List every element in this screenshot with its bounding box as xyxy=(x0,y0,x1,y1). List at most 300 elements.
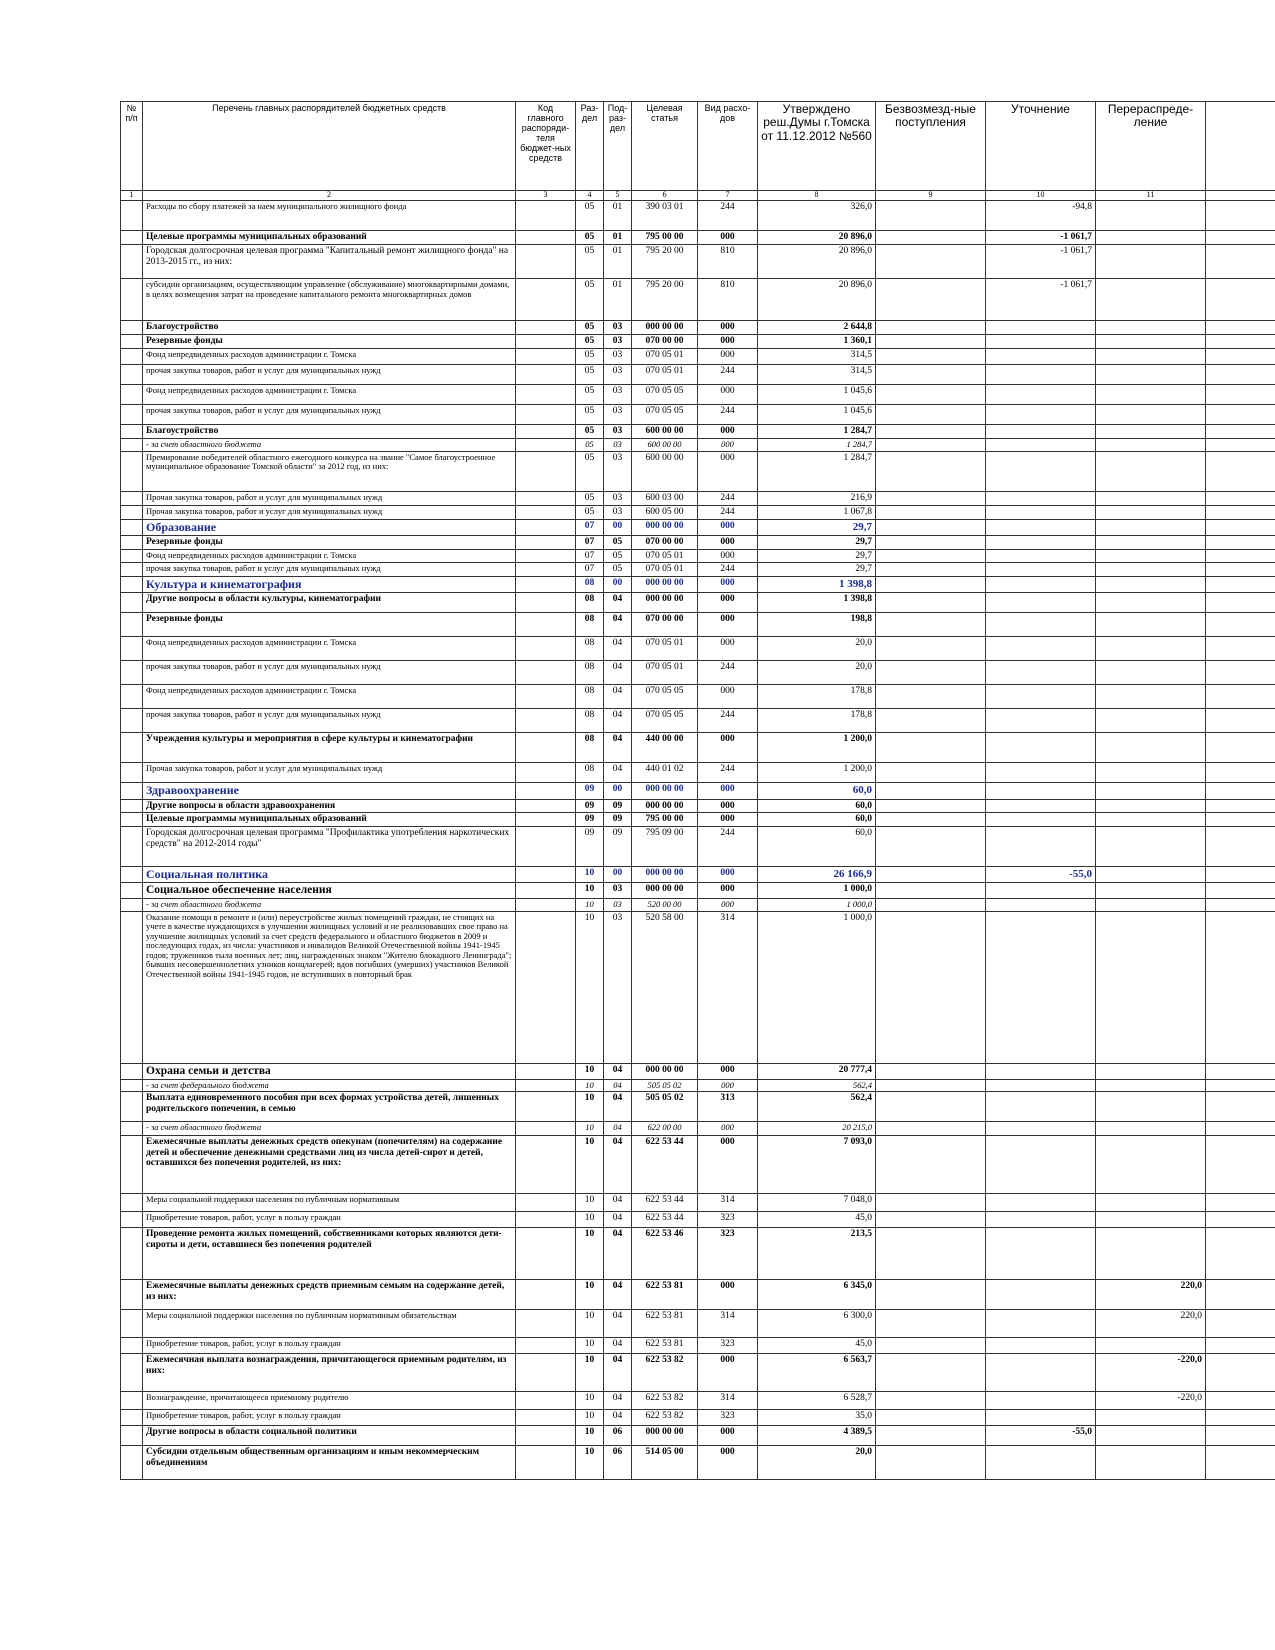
colnum: 2 xyxy=(143,191,516,201)
cell-clarify xyxy=(986,883,1096,899)
cell-approved: 60,0 xyxy=(758,799,876,813)
cell-extra xyxy=(1206,549,1275,563)
cell-extra xyxy=(1206,1122,1275,1136)
cell-vid: 000 xyxy=(698,535,758,549)
cell-code xyxy=(516,1280,576,1310)
cell-podrazdel: 09 xyxy=(604,813,632,827)
cell-article: 440 01 02 xyxy=(632,763,698,783)
cell-num xyxy=(121,1426,143,1446)
cell-razdel: 07 xyxy=(576,519,604,535)
cell-name: Охрана семьи и детства xyxy=(143,1063,516,1079)
cell-redistribute xyxy=(1096,866,1206,882)
cell-code xyxy=(516,1063,576,1079)
cell-code xyxy=(516,321,576,335)
cell-article: 622 53 44 xyxy=(632,1194,698,1212)
cell-num xyxy=(121,491,143,505)
cell-vid: 000 xyxy=(698,1280,758,1310)
cell-razdel: 10 xyxy=(576,1392,604,1410)
cell-name: Учреждения культуры и мероприятия в сфере культуры и кинематографии xyxy=(143,733,516,763)
cell-free xyxy=(876,451,986,491)
cell-approved: 20 896,0 xyxy=(758,245,876,279)
cell-num xyxy=(121,1338,143,1354)
cell-code xyxy=(516,1092,576,1122)
cell-name: Фонд непредвиденных расходов администрации г. Томска xyxy=(143,685,516,709)
cell-code xyxy=(516,1354,576,1392)
cell-razdel: 10 xyxy=(576,1446,604,1480)
cell-code xyxy=(516,491,576,505)
header-vid: Вид расхо-дов xyxy=(698,102,758,191)
cell-article: 622 53 82 xyxy=(632,1392,698,1410)
cell-name: прочая закупка товаров, работ и услуг для муниципальных нужд xyxy=(143,661,516,685)
cell-code xyxy=(516,425,576,439)
header-approved: Утверждено реш.Думы г.Томска от 11.12.2012 №560 xyxy=(758,102,876,191)
cell-extra xyxy=(1206,365,1275,385)
cell-redistribute xyxy=(1096,1446,1206,1480)
cell-free xyxy=(876,563,986,577)
cell-article: 070 00 00 xyxy=(632,613,698,637)
cell-num xyxy=(121,231,143,245)
cell-razdel: 10 xyxy=(576,1063,604,1079)
cell-extra xyxy=(1206,763,1275,783)
cell-free xyxy=(876,911,986,1063)
cell-redistribute xyxy=(1096,385,1206,405)
cell-razdel: 05 xyxy=(576,385,604,405)
cell-article: 795 20 00 xyxy=(632,245,698,279)
header-article: Целевая статья xyxy=(632,102,698,191)
cell-name: Фонд непредвиденных расходов администрации г. Томска xyxy=(143,637,516,661)
cell-free xyxy=(876,1079,986,1092)
cell-razdel: 08 xyxy=(576,613,604,637)
cell-clarify xyxy=(986,491,1096,505)
cell-code xyxy=(516,637,576,661)
cell-podrazdel: 05 xyxy=(604,535,632,549)
cell-article: 622 53 82 xyxy=(632,1354,698,1392)
colnum: 3 xyxy=(516,191,576,201)
cell-clarify xyxy=(986,439,1096,452)
cell-free xyxy=(876,637,986,661)
cell-extra xyxy=(1206,637,1275,661)
cell-num xyxy=(121,279,143,321)
cell-code xyxy=(516,866,576,882)
cell-name: Меры социальной поддержки населения по публичным нормативным обязательствам xyxy=(143,1310,516,1338)
cell-code xyxy=(516,783,576,799)
cell-article: 070 05 05 xyxy=(632,405,698,425)
cell-redistribute xyxy=(1096,201,1206,231)
cell-num xyxy=(121,201,143,231)
cell-free xyxy=(876,813,986,827)
cell-redistribute xyxy=(1096,505,1206,519)
cell-redistribute xyxy=(1096,519,1206,535)
cell-razdel: 05 xyxy=(576,279,604,321)
cell-free xyxy=(876,613,986,637)
cell-razdel: 08 xyxy=(576,637,604,661)
cell-article: 000 00 00 xyxy=(632,576,698,592)
cell-podrazdel: 09 xyxy=(604,826,632,866)
cell-free xyxy=(876,1212,986,1228)
table-row xyxy=(121,491,1275,505)
cell-podrazdel: 04 xyxy=(604,1338,632,1354)
cell-vid: 000 xyxy=(698,425,758,439)
cell-razdel: 10 xyxy=(576,1310,604,1338)
cell-num xyxy=(121,365,143,385)
cell-code xyxy=(516,549,576,563)
cell-vid: 244 xyxy=(698,405,758,425)
table-row xyxy=(121,1410,1275,1426)
cell-podrazdel: 04 xyxy=(604,1136,632,1194)
cell-name: прочая закупка товаров, работ и услуг для муниципальных нужд xyxy=(143,365,516,385)
cell-vid: 244 xyxy=(698,709,758,733)
cell-redistribute xyxy=(1096,349,1206,365)
table-row xyxy=(121,1212,1275,1228)
cell-approved: 326,0 xyxy=(758,201,876,231)
header-razdel: Раз-дел xyxy=(576,102,604,191)
cell-redistribute xyxy=(1096,1338,1206,1354)
cell-free xyxy=(876,505,986,519)
cell-free xyxy=(876,1338,986,1354)
cell-article: 440 00 00 xyxy=(632,733,698,763)
cell-code xyxy=(516,1122,576,1136)
cell-num xyxy=(121,799,143,813)
cell-num xyxy=(121,321,143,335)
cell-podrazdel: 01 xyxy=(604,279,632,321)
cell-approved: 20,0 xyxy=(758,637,876,661)
cell-name: Здравоохранение xyxy=(143,783,516,799)
cell-razdel: 08 xyxy=(576,661,604,685)
cell-razdel: 10 xyxy=(576,1079,604,1092)
table-row xyxy=(121,883,1275,899)
cell-redistribute: 220,0 xyxy=(1096,1310,1206,1338)
cell-num xyxy=(121,405,143,425)
cell-approved: 178,8 xyxy=(758,685,876,709)
cell-podrazdel: 04 xyxy=(604,593,632,613)
cell-name: Ежемесячная выплата вознаграждения, причитающегося приемным родителям, из них: xyxy=(143,1354,516,1392)
cell-name: Выплата единовременного пособия при всех формах устройства детей, лишенных родительского попечения, в семью xyxy=(143,1092,516,1122)
cell-approved: 60,0 xyxy=(758,813,876,827)
cell-clarify xyxy=(986,1136,1096,1194)
cell-razdel: 10 xyxy=(576,866,604,882)
cell-vid: 000 xyxy=(698,1079,758,1092)
cell-redistribute xyxy=(1096,1212,1206,1228)
cell-clarify xyxy=(986,1079,1096,1092)
cell-approved: 314,5 xyxy=(758,349,876,365)
cell-code xyxy=(516,231,576,245)
cell-clarify xyxy=(986,763,1096,783)
cell-code xyxy=(516,451,576,491)
cell-approved: 213,5 xyxy=(758,1228,876,1280)
cell-free xyxy=(876,1092,986,1122)
cell-name: Приобретение товаров, работ, услуг в пользу граждан xyxy=(143,1410,516,1426)
cell-extra xyxy=(1206,1354,1275,1392)
cell-redistribute: 220,0 xyxy=(1096,1280,1206,1310)
cell-extra xyxy=(1206,1092,1275,1122)
cell-num xyxy=(121,593,143,613)
cell-approved: 35,0 xyxy=(758,1410,876,1426)
cell-extra xyxy=(1206,899,1275,912)
cell-vid: 000 xyxy=(698,231,758,245)
cell-name: Приобретение товаров, работ, услуг в пользу граждан xyxy=(143,1212,516,1228)
cell-podrazdel: 04 xyxy=(604,1392,632,1410)
cell-clarify xyxy=(986,549,1096,563)
cell-code xyxy=(516,505,576,519)
cell-approved: 60,0 xyxy=(758,826,876,866)
table-row xyxy=(121,563,1275,577)
cell-article: 000 00 00 xyxy=(632,866,698,882)
cell-razdel: 05 xyxy=(576,245,604,279)
cell-podrazdel: 04 xyxy=(604,1354,632,1392)
cell-extra xyxy=(1206,799,1275,813)
cell-vid: 000 xyxy=(698,321,758,335)
cell-name: Прочая закупка товаров, работ и услуг для муниципальных нужд xyxy=(143,763,516,783)
cell-podrazdel: 03 xyxy=(604,321,632,335)
cell-razdel: 07 xyxy=(576,535,604,549)
cell-razdel: 05 xyxy=(576,425,604,439)
cell-extra xyxy=(1206,826,1275,866)
cell-podrazdel: 00 xyxy=(604,519,632,535)
cell-num xyxy=(121,899,143,912)
cell-num xyxy=(121,783,143,799)
cell-num xyxy=(121,1212,143,1228)
cell-code xyxy=(516,1338,576,1354)
cell-clarify xyxy=(986,911,1096,1063)
header-name: Перечень главных распорядителей бюджетных средств xyxy=(143,102,516,191)
header-num: № п/п xyxy=(121,102,143,191)
cell-approved: 29,7 xyxy=(758,519,876,535)
cell-redistribute xyxy=(1096,365,1206,385)
cell-podrazdel: 04 xyxy=(604,1280,632,1310)
cell-redistribute xyxy=(1096,1122,1206,1136)
cell-code xyxy=(516,335,576,349)
cell-podrazdel: 04 xyxy=(604,1079,632,1092)
cell-num xyxy=(121,349,143,365)
cell-code xyxy=(516,245,576,279)
cell-razdel: 10 xyxy=(576,1136,604,1194)
cell-extra xyxy=(1206,709,1275,733)
cell-razdel: 09 xyxy=(576,826,604,866)
cell-redistribute xyxy=(1096,451,1206,491)
cell-podrazdel: 01 xyxy=(604,245,632,279)
cell-approved: 1 067,8 xyxy=(758,505,876,519)
cell-name: Субсидии отдельным общественным организациям и иным некоммерческим объединениям xyxy=(143,1446,516,1480)
cell-name: Благоустройство xyxy=(143,425,516,439)
table-row xyxy=(121,1122,1275,1136)
cell-clarify xyxy=(986,505,1096,519)
cell-extra xyxy=(1206,1338,1275,1354)
cell-redistribute xyxy=(1096,491,1206,505)
table-row xyxy=(121,349,1275,365)
cell-vid: 000 xyxy=(698,519,758,535)
cell-num xyxy=(121,1079,143,1092)
cell-approved: 6 563,7 xyxy=(758,1354,876,1392)
cell-num xyxy=(121,685,143,709)
header-row xyxy=(121,102,1275,191)
cell-num xyxy=(121,883,143,899)
cell-extra xyxy=(1206,425,1275,439)
cell-code xyxy=(516,405,576,425)
header-extra xyxy=(1206,102,1275,191)
cell-redistribute xyxy=(1096,1063,1206,1079)
cell-razdel: 10 xyxy=(576,899,604,912)
table-row xyxy=(121,451,1275,491)
cell-clarify xyxy=(986,576,1096,592)
cell-approved: 20 896,0 xyxy=(758,231,876,245)
table-row xyxy=(121,709,1275,733)
cell-num xyxy=(121,613,143,637)
cell-razdel: 05 xyxy=(576,405,604,425)
cell-vid: 000 xyxy=(698,385,758,405)
cell-code xyxy=(516,813,576,827)
cell-podrazdel: 05 xyxy=(604,563,632,577)
table-row xyxy=(121,519,1275,535)
cell-razdel: 09 xyxy=(576,799,604,813)
cell-article: 505 05 02 xyxy=(632,1079,698,1092)
cell-clarify xyxy=(986,1092,1096,1122)
colnum: 8 xyxy=(758,191,876,201)
table-row xyxy=(121,549,1275,563)
cell-approved: 2 644,8 xyxy=(758,321,876,335)
cell-approved: 198,8 xyxy=(758,613,876,637)
cell-approved: 29,7 xyxy=(758,549,876,563)
cell-redistribute xyxy=(1096,883,1206,899)
colnum: 4 xyxy=(576,191,604,201)
cell-podrazdel: 03 xyxy=(604,385,632,405)
cell-podrazdel: 03 xyxy=(604,425,632,439)
cell-razdel: 05 xyxy=(576,321,604,335)
table-row xyxy=(121,505,1275,519)
cell-extra xyxy=(1206,535,1275,549)
cell-approved: 562,4 xyxy=(758,1092,876,1122)
cell-article: 622 00 00 xyxy=(632,1122,698,1136)
cell-redistribute xyxy=(1096,1092,1206,1122)
cell-free xyxy=(876,1310,986,1338)
cell-razdel: 05 xyxy=(576,439,604,452)
cell-article: 000 00 00 xyxy=(632,883,698,899)
cell-free xyxy=(876,321,986,335)
cell-free xyxy=(876,661,986,685)
table-row xyxy=(121,245,1275,279)
cell-article: 600 03 00 xyxy=(632,491,698,505)
cell-vid: 000 xyxy=(698,799,758,813)
budget-table xyxy=(120,101,1275,1480)
cell-name: Расходы по сбору платежей за наем муниципального жилищного фонда xyxy=(143,201,516,231)
cell-code xyxy=(516,201,576,231)
cell-article: 622 53 81 xyxy=(632,1280,698,1310)
cell-extra xyxy=(1206,733,1275,763)
cell-approved: 1 045,6 xyxy=(758,405,876,425)
cell-razdel: 05 xyxy=(576,451,604,491)
cell-approved: 29,7 xyxy=(758,535,876,549)
table-row xyxy=(121,685,1275,709)
cell-code xyxy=(516,613,576,637)
colnum: 10 xyxy=(986,191,1096,201)
cell-free xyxy=(876,1122,986,1136)
cell-podrazdel: 06 xyxy=(604,1446,632,1480)
table-row xyxy=(121,1310,1275,1338)
column-numbers-row xyxy=(121,191,1275,201)
cell-name: Благоустройство xyxy=(143,321,516,335)
cell-clarify xyxy=(986,637,1096,661)
cell-extra xyxy=(1206,279,1275,321)
table-row xyxy=(121,1338,1275,1354)
cell-extra xyxy=(1206,1310,1275,1338)
colnum: 6 xyxy=(632,191,698,201)
cell-approved: 1 360,1 xyxy=(758,335,876,349)
cell-podrazdel: 05 xyxy=(604,549,632,563)
cell-podrazdel: 03 xyxy=(604,349,632,365)
cell-num xyxy=(121,519,143,535)
cell-podrazdel: 04 xyxy=(604,661,632,685)
cell-extra xyxy=(1206,245,1275,279)
cell-article: 000 00 00 xyxy=(632,519,698,535)
cell-razdel: 10 xyxy=(576,1280,604,1310)
cell-name: прочая закупка товаров, работ и услуг для муниципальных нужд xyxy=(143,563,516,577)
cell-clarify xyxy=(986,1338,1096,1354)
cell-clarify xyxy=(986,1212,1096,1228)
colnum: 5 xyxy=(604,191,632,201)
cell-code xyxy=(516,1212,576,1228)
cell-free xyxy=(876,535,986,549)
cell-podrazdel: 00 xyxy=(604,866,632,882)
cell-redistribute xyxy=(1096,826,1206,866)
cell-num xyxy=(121,813,143,827)
cell-clarify xyxy=(986,899,1096,912)
cell-podrazdel: 03 xyxy=(604,405,632,425)
table-row xyxy=(121,1354,1275,1392)
cell-extra xyxy=(1206,1136,1275,1194)
cell-article: 000 00 00 xyxy=(632,1063,698,1079)
cell-clarify xyxy=(986,799,1096,813)
cell-num xyxy=(121,1063,143,1079)
cell-approved: 1 200,0 xyxy=(758,733,876,763)
cell-redistribute xyxy=(1096,1079,1206,1092)
table-row xyxy=(121,763,1275,783)
cell-name: Резервные фонды xyxy=(143,613,516,637)
cell-num xyxy=(121,1410,143,1426)
cell-vid: 000 xyxy=(698,899,758,912)
cell-clarify: -55,0 xyxy=(986,1426,1096,1446)
table-row xyxy=(121,593,1275,613)
cell-num xyxy=(121,576,143,592)
cell-clarify xyxy=(986,563,1096,577)
cell-approved: 26 166,9 xyxy=(758,866,876,882)
cell-name: Приобретение товаров, работ, услуг в пользу граждан xyxy=(143,1338,516,1354)
cell-razdel: 10 xyxy=(576,1122,604,1136)
cell-vid: 000 xyxy=(698,685,758,709)
cell-clarify xyxy=(986,613,1096,637)
cell-code xyxy=(516,593,576,613)
cell-redistribute xyxy=(1096,783,1206,799)
cell-vid: 314 xyxy=(698,1392,758,1410)
cell-name: Фонд непредвиденных расходов администрации г. Томска xyxy=(143,349,516,365)
cell-free xyxy=(876,385,986,405)
cell-razdel: 07 xyxy=(576,549,604,563)
cell-code xyxy=(516,661,576,685)
cell-extra xyxy=(1206,349,1275,365)
cell-code xyxy=(516,826,576,866)
cell-approved: 1 398,8 xyxy=(758,593,876,613)
cell-free xyxy=(876,1354,986,1392)
cell-free xyxy=(876,1228,986,1280)
cell-redistribute xyxy=(1096,321,1206,335)
cell-free xyxy=(876,1280,986,1310)
cell-article: 070 05 01 xyxy=(632,549,698,563)
cell-razdel: 10 xyxy=(576,1228,604,1280)
cell-clarify: -1 061,7 xyxy=(986,279,1096,321)
cell-razdel: 10 xyxy=(576,1194,604,1212)
cell-free xyxy=(876,231,986,245)
cell-approved: 45,0 xyxy=(758,1338,876,1354)
cell-name: Целевые программы муниципальных образований xyxy=(143,231,516,245)
cell-name: Другие вопросы в области социальной политики xyxy=(143,1426,516,1446)
